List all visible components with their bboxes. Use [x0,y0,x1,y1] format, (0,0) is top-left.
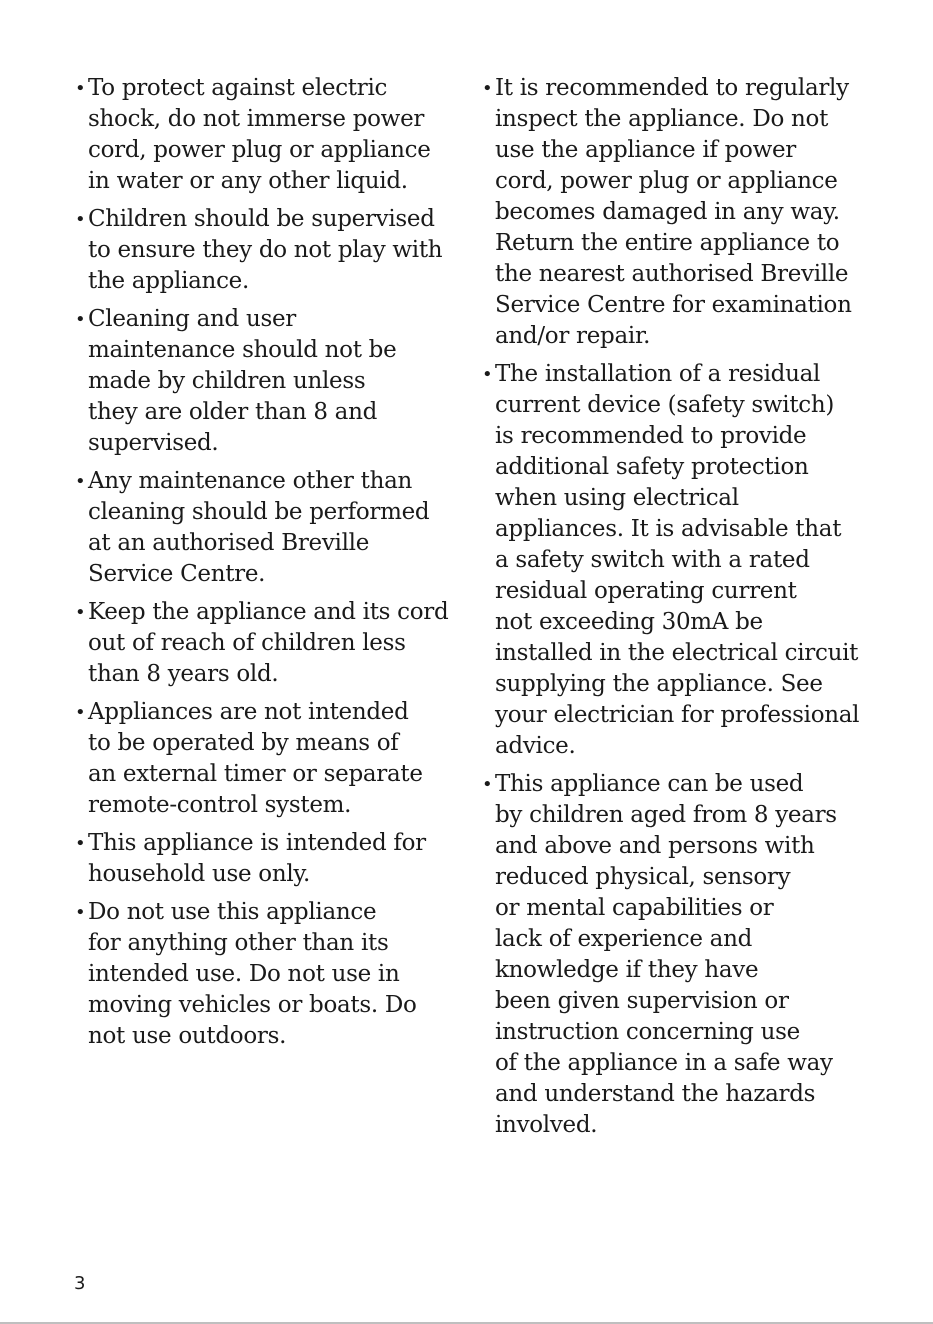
left-column [75,73,453,1059]
item-text-line: additional safety protection [495,454,809,480]
item-text-line: advice. [495,733,576,759]
item-text-line: It is recommended to regularly [495,75,849,101]
item-text-line: not exceeding 30mA be [495,609,763,635]
safety-item [482,359,862,762]
page-number: 3 [74,1273,86,1294]
safety-item [75,466,453,590]
item-text-line: Service Centre. [88,561,266,587]
item-text-line: to be operated by means of [88,730,399,756]
item-text-line: and/or repair. [495,323,651,349]
item-text-line: supervised. [88,430,219,456]
item-text-line: Cleaning and user [88,306,296,332]
item-text-line: or mental capabilities or [495,895,774,921]
item-text-line: an external timer or separate [88,761,423,787]
bullet-icon: • [75,702,86,723]
item-text-line: in water or any other liquid. [88,168,408,194]
item-text-line: Service Centre for examination [495,292,852,318]
item-text-line: residual operating current [495,578,797,604]
bullet-icon: • [75,309,86,330]
item-text-line: when using electrical [495,485,739,511]
item-text-line: the nearest authorised Breville [495,261,849,287]
item-text-line: current device (safety switch) [495,392,835,418]
bullet-icon: • [75,471,86,492]
safety-item [75,897,453,1052]
item-text-line: a safety switch with a rated [495,547,810,573]
item-text-line: maintenance should not be [88,337,397,363]
item-text-line: for anything other than its [88,930,389,956]
bullet-icon: • [75,209,86,230]
item-text-line: This appliance is intended for [88,830,426,856]
item-text-line: they are older than 8 and [88,399,378,425]
safety-item [75,204,453,297]
item-text-line: by children aged from 8 years [495,802,837,828]
item-text-line: inspect the appliance. Do not [495,106,829,132]
item-text-line: Appliances are not intended [88,699,409,725]
item-text-line: instruction concerning use [495,1019,800,1045]
item-text-line: remote-control system. [88,792,352,818]
item-text-line: knowledge if they have [495,957,759,983]
safety-item [75,697,453,821]
item-text-line: intended use. Do not use in [88,961,400,987]
item-text-line: is recommended to provide [495,423,807,449]
item-text-line: Do not use this appliance [88,899,377,925]
item-text-line: than 8 years old. [88,661,279,687]
right-column [482,73,862,1148]
bullet-icon: • [75,902,86,923]
safety-item [75,828,453,890]
item-text-line: The installation of a residual [495,361,821,387]
safety-item [75,597,453,690]
item-text-line: not use outdoors. [88,1023,287,1049]
item-text-line: cord, power plug or appliance [495,168,838,194]
bullet-icon: • [75,78,86,99]
bullet-icon: • [482,78,493,99]
item-text-line: Children should be supervised [88,206,435,232]
item-text-line: lack of experience and [495,926,753,952]
item-text-line: moving vehicles or boats. Do [88,992,417,1018]
item-text-line: Any maintenance other than [88,468,413,494]
item-text-line: the appliance. [88,268,249,294]
item-text-line: at an authorised Breville [88,530,370,556]
item-text-line: household use only. [88,861,311,887]
item-text-line: and understand the hazards [495,1081,816,1107]
item-text-line: cord, power plug or appliance [88,137,431,163]
safety-item [75,73,453,197]
item-text-line: This appliance can be used [495,771,804,797]
item-text-line: appliances. It is advisable that [495,516,842,542]
item-text-line: installed in the electrical circuit [495,640,859,666]
item-text-line: made by children unless [88,368,366,394]
item-text-line: cleaning should be performed [88,499,430,525]
bullet-icon: • [75,602,86,623]
safety-item [75,304,453,459]
item-text-line: To protect against electric [88,75,388,101]
item-text-line: been given supervision or [495,988,789,1014]
item-text-line: becomes damaged in any way. [495,199,840,225]
item-text-line: reduced physical, sensory [495,864,791,890]
item-text-line: your electrician for professional [495,702,860,728]
item-text-line: involved. [495,1112,598,1138]
item-text-line: and above and persons with [495,833,815,859]
item-text-line: to ensure they do not play with [88,237,443,263]
bullet-icon: • [482,774,493,795]
item-text-line: shock, do not immerse power [88,106,425,132]
bullet-icon: • [482,364,493,385]
bullet-icon: • [75,833,86,854]
safety-item [482,73,862,352]
item-text-line: Return the entire appliance to [495,230,840,256]
item-text-line: use the appliance if power [495,137,796,163]
item-text-line: Keep the appliance and its cord [88,599,449,625]
item-text-line: supplying the appliance. See [495,671,823,697]
item-text-line: of the appliance in a safe way [495,1050,833,1076]
safety-item [482,769,862,1141]
item-text-line: out of reach of children less [88,630,406,656]
